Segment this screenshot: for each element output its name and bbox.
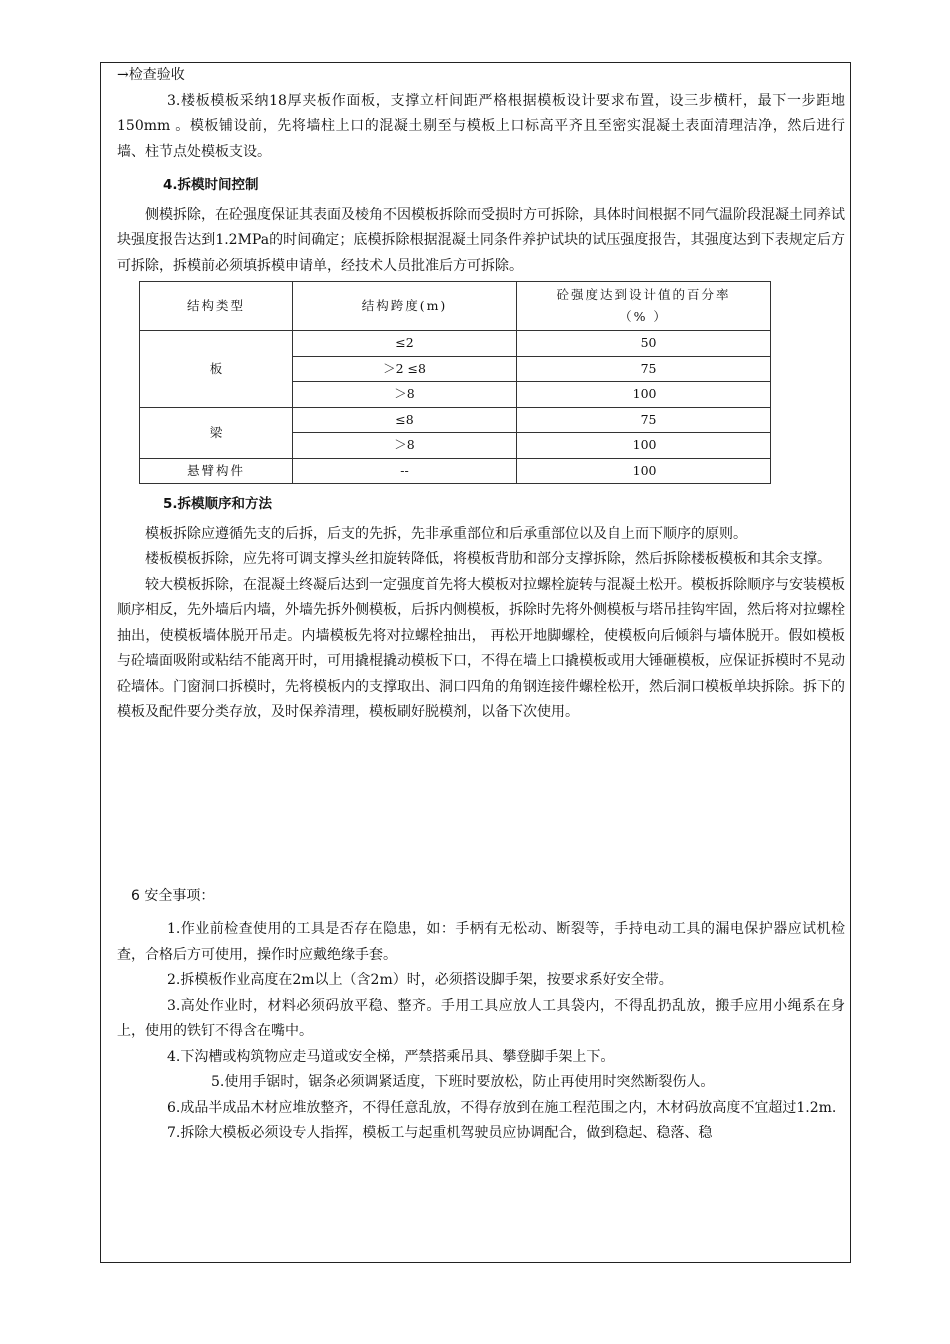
- cell-span: ≤8: [293, 407, 517, 433]
- heading-removal-method: 5.拆模顺序和方法: [163, 496, 273, 512]
- group-cantilever: 悬臂构件: [140, 458, 293, 484]
- cell-pct-value: 75: [640, 411, 657, 427]
- header-strength-pct-line1: 砼强度达到设计值的百分率: [556, 287, 731, 302]
- cell-pct-value: 50: [640, 335, 657, 351]
- cell-pct: [517, 356, 771, 382]
- document-frame: [100, 62, 851, 1263]
- cell-pct: [517, 433, 771, 459]
- table-header-row: [140, 282, 771, 331]
- paragraph-removal-principle: 模板拆除应遵循先支的后拆，后支的先拆，先非承重部位和后承重部位以及自上而下顺序的原则。: [145, 525, 747, 542]
- cell-span: --: [293, 458, 517, 484]
- cell-span: ＞8: [293, 382, 517, 408]
- paragraph-slab-formwork: 3.楼板模板采纳18厚夹板作面板，支撑立杆间距严格根据模板设计要求布置，设三步横杆，最下一步距地150mm 。模板铺设前，先将墙柱上口的混凝土剔至与模板上口标高平齐且至密实混凝土表面清理洁净，然后进行墙、柱节点处模板支设。: [117, 92, 845, 160]
- safety-item: 3.高处作业时，材料必须码放平稳、整齐。手用工具应放人工具袋内，不得乱扔乱放，搬手应用小绳系在身上，使用的铁钉不得含在嘴中。: [117, 997, 845, 1039]
- blank-space: [117, 726, 845, 878]
- cell-pct-value: 100: [632, 437, 657, 453]
- table-row: [140, 331, 771, 357]
- cell-pct-value: 100: [632, 462, 657, 478]
- cell-span: ＞8: [293, 433, 517, 459]
- header-strength-pct-line2: （% ）: [619, 309, 668, 324]
- table-row: [140, 458, 771, 484]
- safety-item: 5.使用手锯时，锯条必须调紧适度，下班时要放松，防止再使用时突然断裂伤人。: [211, 1074, 715, 1090]
- document-content: [117, 63, 845, 1147]
- safety-item: 4.下沟槽或构筑物应走马道或安全梯，严禁搭乘吊具、攀登脚手架上下。: [167, 1048, 615, 1065]
- cell-pct-value: 75: [640, 360, 657, 376]
- header-structure-type: 结构类型: [140, 282, 293, 331]
- paragraph-large-form-removal: 较大模板拆除，在混凝土终凝后达到一定强度首先将大模板对拉螺栓旋转与混凝土松开。模板拆除顺序与安装模板顺序相反，先外墙后内墙，外墙先拆外侧模板，后拆内侧模板，拆除时先将外侧模板与塔吊挂钩牢固，然后将对拉螺栓抽出，使模板墙体脱开吊走。内墙模板先将对拉螺栓抽出， 再松开地脚螺栓，使模板向后倾斜与墙体脱开。假如模板与砼墙面吸附或粘结不能离开时，可用撬棍撬动模板下口，不得在墙上口撬模板或用大锤砸模板，应保证拆模时不晃动砼墙体。门窗洞口拆模时，先将模板内的支撑取出、洞口四角的角钢连接件螺栓松开，然后洞口模板单块拆除。拆下的模板及配件要分类存放，及时保养清理，模板刷好脱模剂，以备下次使用。: [117, 576, 845, 720]
- cell-span: ＞2 ≤8: [293, 356, 517, 382]
- heading-safety: 6 安全事项：: [131, 887, 215, 904]
- safety-item: 6.成品半成品木材应堆放整齐，不得任意乱放，不得存放到在施工程范围之内，木材码放高度不宜超过1.2m.: [167, 1099, 837, 1116]
- paragraph-slab-removal: 楼板模板拆除，应先将可调支撑头丝扣旋转降低，将模板背肋和部分支撑拆除，然后拆除楼板模板和其余支撑。: [145, 551, 831, 567]
- paragraph-removal-timing: 侧模拆除，在砼强度保证其表面及棱角不因模板拆除而受损时方可拆除，具体时间根据不同气温阶段混凝土同养试块强度报告达到1.2MPa的时间确定；底模拆除根据混凝土同条件养护试块的试压强度报告，其强度达到下表规定后方可拆除，拆模前必须填拆模申请单，经技术人员批准后方可拆除。: [117, 206, 845, 274]
- cell-pct: [517, 407, 771, 433]
- cell-pct: [517, 458, 771, 484]
- safety-item: 2.拆模板作业高度在2m以上（含2m）时，必须搭设脚手架，按要求系好安全带。: [167, 972, 673, 988]
- safety-item: 7.拆除大模板必须设专人指挥，模板工与起重机驾驶员应协调配合，做到稳起、稳落、稳: [167, 1125, 713, 1141]
- group-slab: 板: [140, 331, 293, 408]
- strength-table: [139, 281, 771, 484]
- heading-removal-timing: 4.拆模时间控制: [163, 177, 259, 193]
- group-beam: 梁: [140, 407, 293, 458]
- safety-item: 1.作业前检查使用的工具是否存在隐患，如：手柄有无松动、断裂等，手持电动工具的漏电保护器应试机检查，合格后方可使用，操作时应戴绝缘手套。: [117, 921, 845, 963]
- intro-line: →检查验收: [117, 67, 185, 83]
- cell-pct: [517, 382, 771, 408]
- cell-span: ≤2: [293, 331, 517, 357]
- header-span: 结构跨度(m): [293, 282, 517, 331]
- cell-pct-value: 100: [632, 386, 657, 402]
- header-strength-pct: [517, 282, 771, 331]
- table-row: [140, 407, 771, 433]
- cell-pct: [517, 331, 771, 357]
